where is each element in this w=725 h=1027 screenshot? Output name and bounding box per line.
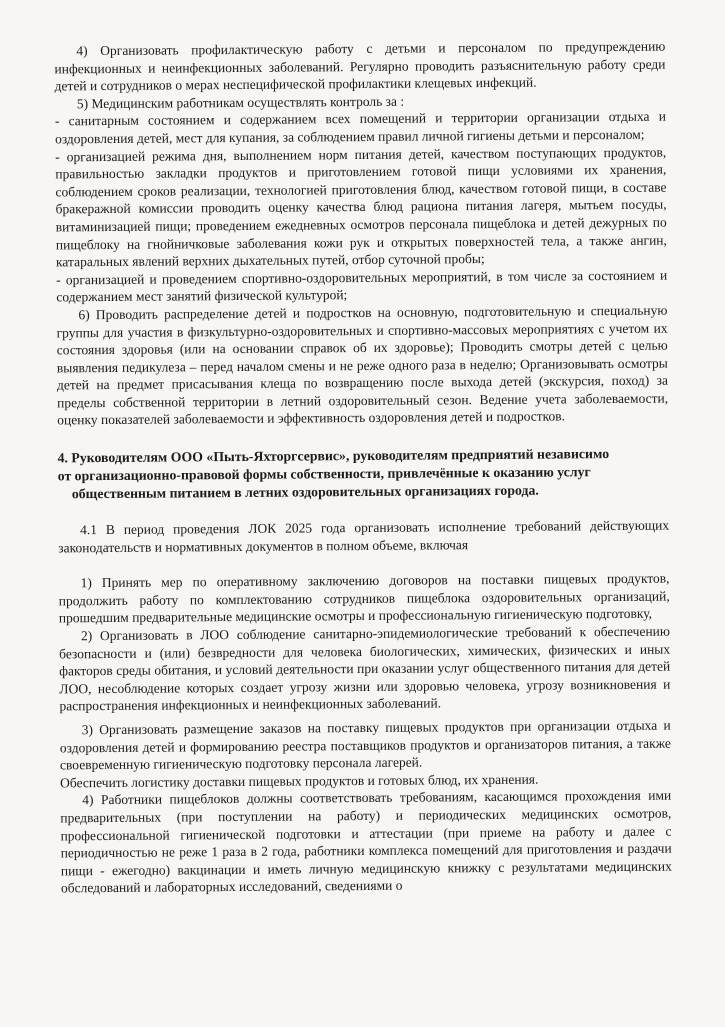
heading-line-3: общественным питанием в летних оздоровительных организациях города. [71, 482, 539, 502]
list-item-contracts: 1) Принять мер по оперативному заключению договоров на поставки пищевых продуктов, продолжить работу по комплектованию сотрудников пищеблока оздоровительных организаций, прошедшим предварительные медицинские осмотры и профессиональную гигиеническую подготовку, [58, 570, 670, 626]
heading-line-1: 4. Руководителям ООО «Пыть-Яхторгсервис», руководителям предприятий независимо [57, 446, 610, 466]
heading-line-2: от организационно-правовой формы собственности, привлечённые к оказанию услуг [57, 464, 591, 484]
list-item-sports-control: - организацией и проведением спортивно-оздоровительных мероприятий, в том числе за состоянием и содержанием мест занятий физической культурой; [56, 267, 668, 305]
section-heading-catering [57, 445, 668, 504]
paragraph-medical-control-intro: 5) Медицинским работникам осуществлять контроль за : [76, 93, 405, 112]
paragraph-4-1: 4.1 В период проведения ЛОК 2025 года организовать исполнение требований действующих законодательств и нормативных документов в полном объеме, включая [58, 517, 670, 556]
list-item-sanitary-control: - санитарным состоянием и содержанием всех помещений и территории организации отдыха и оздоровления детей, мест для купания, за соблюдением правил личной гигиены детьми и персоналом; [54, 108, 666, 147]
paragraph-health-groups: 6) Проводить распределение детей и подростков на основную, подготовительную и специальную группы для участия в физкультурно-оздоровительных и спортивно-массовых мероприятиях с учетом их состояния здоровья (или на основании справок об их здоровье); Проводить смотры детей с целью выявления педикулеза – перед началом смены и не реже одного раза в неделю; Организовывать осмотры детей на предмет присасывания клеща по возвращению после выхода детей (экскурсия, поход) за пределы собственной территории в летний оздоровительный сезон. Ведение учета заболеваемости, оценку показателей заболеваемости и эффективность оздоровления детей и подростков. [56, 302, 669, 428]
list-item-staff-requirements: 4) Работники пищеблоков должны соответствовать требованиям, касающимся прохождения ими предварительных (при поступлении на работу) и периодических медицинских осмотров, профессиональной гигиенической подготовки и аттестации (при приеме на работу и далее с периодичностью не реже 1 раза в 2 года, работники комплекса помещений для приготовления и раздачи пищи - ежегодно) вакцинации и иметь личную медицинскую книжку с результатами медицинских обследований и лабораторных исследований, сведениями о [60, 787, 672, 896]
list-item-orders: 3) Организовать размещение заказов на поставку пищевых продуктов при организации отдыха и оздоровления детей и формированию реестра поставщиков продуктов и организаторов питания, а также своевременную гигиеническую подготовку персонала лагерей. [59, 717, 671, 773]
list-item-sanitary-requirements: 2) Организовать в ЛОО соблюдение санитарно-эпидемиологические требований к обеспечению безопасности и (или) безвредности для человека биологических, химических, физических и иных факторов среды обитания, и условий деятельности при оказании услуг общественного питания для детей ЛОО, несоблюдение которых создает угрозу жизни или здоровью человека, угрозу возникновения и распространения инфекционных и неинфекционных заболеваний. [59, 623, 671, 714]
paragraph-logistics: Обеспечить логистику доставки пищевых продуктов и готовых блюд, их хранения. [60, 771, 539, 791]
paragraph-prevention-work: 4) Организовать профилактическую работу с детьми и персоналом по предупреждению инфекционных и неинфекционных заболеваний. Регулярно проводить разъяснительную работу среди детей и сотрудников о мерах неспецифической профилактики клещевых инфекций. [54, 38, 666, 94]
list-item-regime-control: - организацией режима дня, выполнением норм питания детей, качеством поступающих продуктов, правильностью закладки продуктов и приготовлением готовой пищи условиями их хранения, соблюдением сроков реализации, технологией приготовления блюд, качеством готовой пищи, в составе бракеражной комиссии проводить оценку качества блюд рациона питания лагеря, мытьем посуды, витаминизацией пищи; проведением ежедневных осмотров персонала пищеблока и детей дежурных по пищеблоку на гнойничковые заболевания кожи рук и открытых поверхностей тела, а также ангин, катаральных явлений верхних дыхательных путей, отбор суточной пробы; [55, 144, 667, 270]
